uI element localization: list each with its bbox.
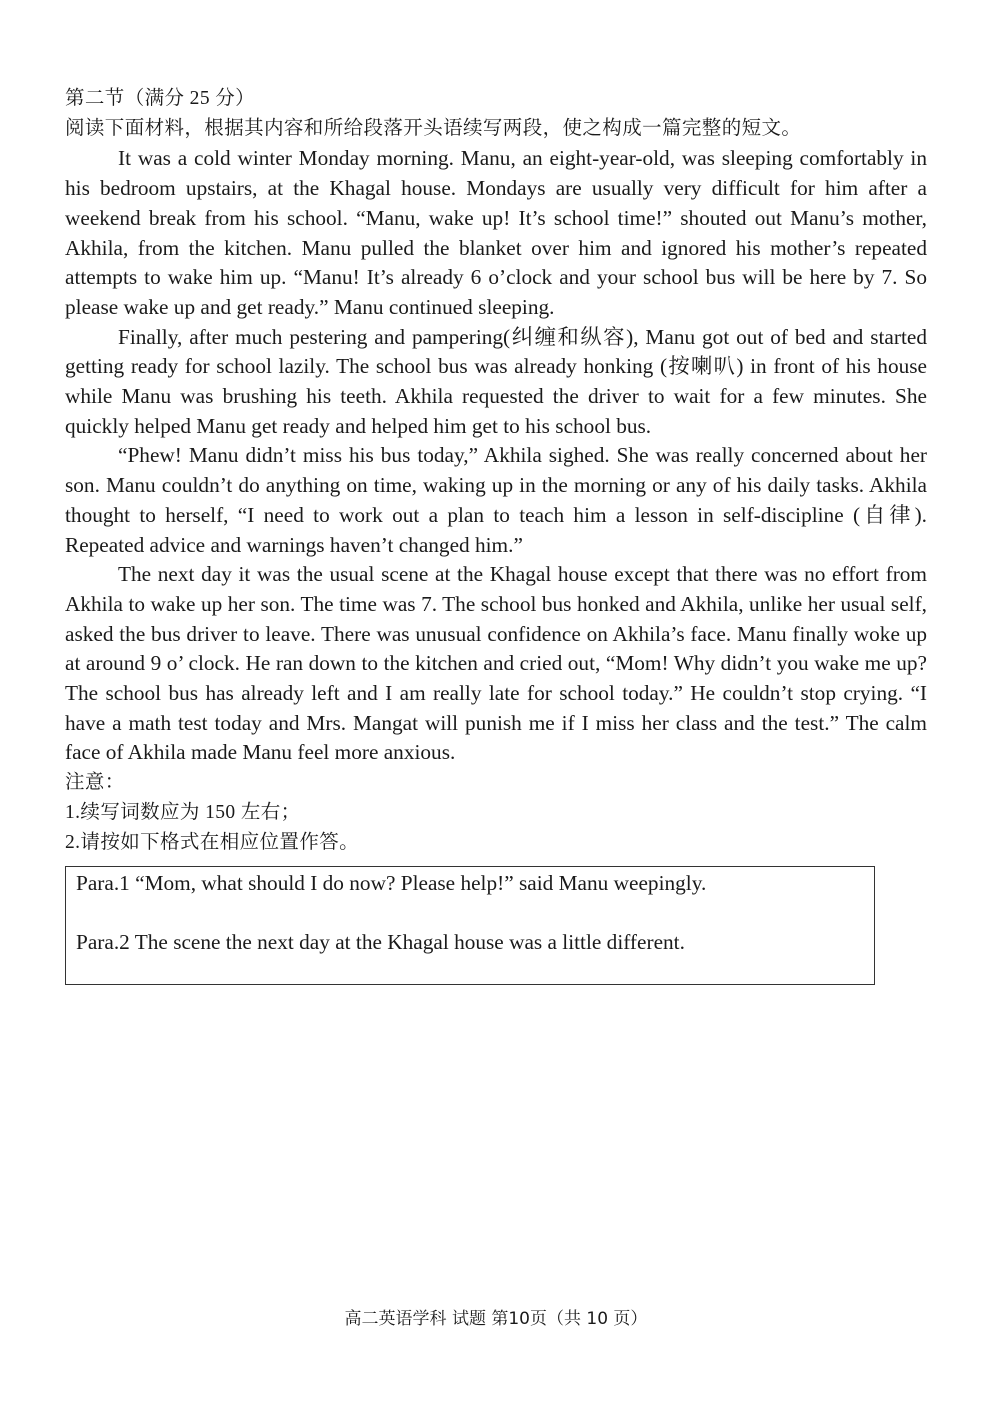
section-instruction: 阅读下面材料，根据其内容和所给段落开头语续写两段，使之构成一篇完整的短文。: [65, 117, 802, 139]
para2-prompt: Para.2 The scene the next day at the Khagal house was a little different.: [76, 930, 685, 954]
note-item-2: 2.请按如下格式在相应位置作答。: [65, 831, 360, 853]
exam-page: [65, 84, 927, 857]
passage-paragraph-4: The next day it was the usual scene at the Khagal house except that there was no effort from Akhila to wake up her son. The time was 7. The school bus honked and Akhila, unlike her usual self, asked the bus driver to leave. There was unusual confidence on Akhila’s face. Manu finally woke up at around 9 o’ clock. He ran down to the kitchen and cried out, “Mom! Why didn’t you wake me up? The school bus has already left and I am really late for school today.” He couldn’t stop crying. “I have a math test today and Mrs. Mangat will punish me if I miss her class and the test.” The calm face of Akhila made Manu feel more anxious.: [65, 562, 927, 765]
section-heading: 第二节（满分 25 分）: [65, 88, 256, 109]
passage-paragraph-1: It was a cold winter Monday morning. Manu, an eight-year-old, was sleeping comfortably in his bedroom upstairs, at the Khagal house. Mondays are usually very difficult for him after a weekend break from his school. “Manu, wake up! It’s school time!” shouted out Manu’s mother, Akhila, from the kitchen. Manu pulled the blanket over him and ignored his mother’s repeated attempts to wake him up. “Manu! It’s already 6 o’clock and your school bus will be here by 7. So please wake up and get ready.” Manu continued sleeping.: [65, 146, 927, 319]
page-footer: 高二英语学科 试题 第10页（共 10 页）: [344, 1309, 648, 1329]
passage-paragraph-3: “Phew! Manu didn’t miss his bus today,” Akhila sighed. She was really concerned about her son. Manu couldn’t do anything on time, waking up in the morning or any of his daily tasks. Akhila thought to herself, “I need to work out a plan to teach him a lesson in self-discipline (自律). Repeated advice and warnings haven’t changed him.”: [65, 443, 927, 557]
passage-paragraph-2: Finally, after much pestering and pampering(纠缠和纵容), Manu got out of bed and started getting ready for school lazily. The school bus was already honking (按喇叭) in front of his house while Manu was brushing his teeth. Akhila requested the driver to wait for a few minutes. She quickly helped Manu get ready and helped him get to his school bus.: [65, 324, 927, 438]
note-item-1: 1.续写词数应为 150 左右；: [65, 801, 301, 823]
notes-label: 注意：: [65, 772, 125, 794]
para1-prompt: Para.1 “Mom, what should I do now? Please help!” said Manu weepingly.: [76, 871, 707, 895]
answer-box: [65, 866, 875, 985]
